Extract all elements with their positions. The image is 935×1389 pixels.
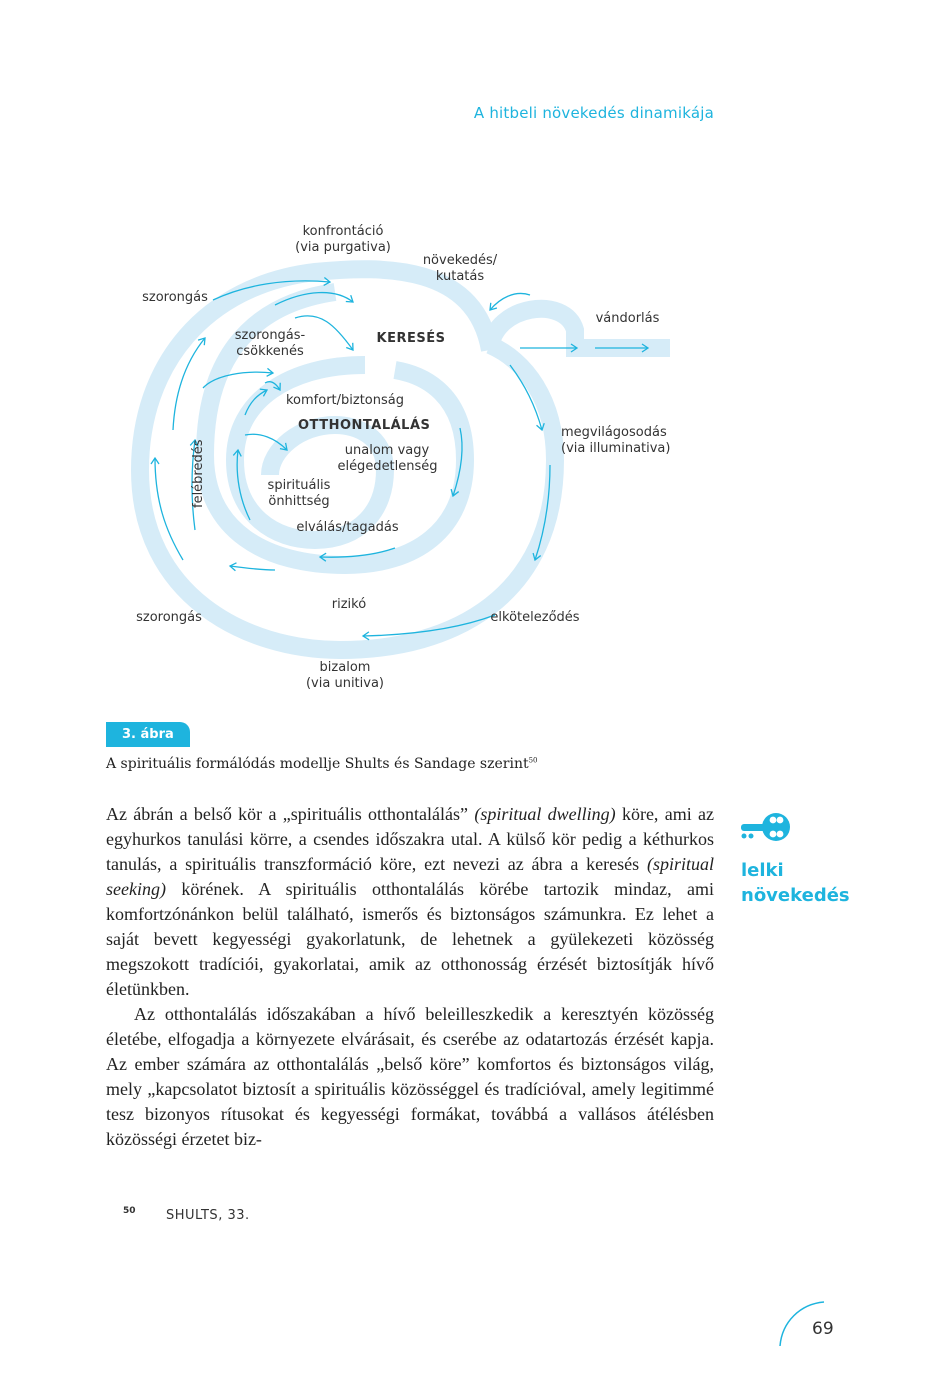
label-elvalas: elválás/tagadás <box>296 520 399 535</box>
sidebar-label <box>741 858 850 908</box>
footnote <box>123 1206 250 1223</box>
figure-number-badge: 3. ábra <box>106 722 190 747</box>
label-komfort: komfort/biztonság <box>285 393 404 408</box>
paragraph-1 <box>106 802 714 1002</box>
label-felebredes: felébredés <box>191 439 206 508</box>
sidebar-label-line1: lelki <box>741 860 784 881</box>
key-icon <box>740 808 792 846</box>
label-szorongas-bottom: szorongás <box>136 610 202 625</box>
running-title: A hitbeli növekedés dinamikája <box>473 104 714 122</box>
footnote-text: SHULTS, 33. <box>166 1208 250 1223</box>
label-szorongas-top: szorongás <box>142 290 208 305</box>
sidebar-label-line2: növekedés <box>741 885 850 906</box>
label-via-illuminativa: (via illuminativa) <box>561 441 671 456</box>
label-unalom-1: unalom vagy <box>344 443 430 458</box>
label-vandorlas: vándorlás <box>595 311 660 326</box>
label-otthontalalas: OTTHONTALÁLÁS <box>298 418 431 433</box>
label-kereses: KERESÉS <box>376 331 446 346</box>
label-kutatas: kutatás <box>435 269 485 284</box>
label-spiritualis: spirituális <box>267 478 331 493</box>
label-onhittseg: önhittség <box>268 494 330 509</box>
label-szorongas-csokkenes-2: csökkenés <box>236 344 304 359</box>
p1-italic-term: (spiritual seeking) <box>106 854 714 899</box>
caption-text: A spirituális formálódás modellje Shults és Sandage szerint <box>106 756 529 772</box>
figure-caption <box>106 756 538 772</box>
label-riziko: rizikó <box>331 597 367 612</box>
paragraph-2: Az otthontalálás időszakában a hívő beleilleszkedik a keresztyén közösség életébe, elfogadja a környezete elvárásait, és cserébe az odatartozás érzését kapja. Az ember számára az otthontalálás „belső köre” komfortos és biztonságos világ, mely „kapcsolatot biztosít a spirituális közösséggel és tradícióval, amely legitimmé tesz bizonyos rítusokat és kegyességi formákat, továbbá a vallásos átélésben közösségi érzetet biz- <box>106 1004 714 1149</box>
label-megvilagosodas: megvilágosodás <box>561 425 667 440</box>
p1-italic-term: (spiritual dwelling) <box>474 804 616 824</box>
page-number: 69 <box>812 1319 834 1339</box>
footnote-number: 50 <box>123 1206 136 1216</box>
label-elkotelezodes: elköteleződés <box>490 610 580 625</box>
label-novekedes: növekedés/ <box>422 253 498 268</box>
body-text <box>106 802 714 1152</box>
label-via-unitiva: (via unitiva) <box>305 676 384 691</box>
spiritual-formation-diagram <box>95 210 715 710</box>
label-szorongas-csokkenes-1: szorongás- <box>234 328 306 343</box>
label-unalom-2: elégedetlenség <box>337 459 438 474</box>
p1-part: köre, ami az egyhurkos tanulási körre, a csendes időszakra utal. A külső kör pedig a kéthurkos tanulás, a spirituális transzformáció köre, ezt nevezi az ábra a keresés <box>106 804 715 874</box>
label-via-purgativa: (via purgativa) <box>295 240 391 255</box>
p1-part: Az ábrán a belső kör a „spirituális otthontalálás” <box>106 804 475 824</box>
caption-footnote-ref: 50 <box>528 756 538 765</box>
label-bizalom: bizalom <box>319 660 371 675</box>
p1-part: körének. A spirituális otthontalálás körébe tartozik mindaz, ami komfortzónánkon belül található, ismerős és biztonságos számunkra. Ez lehet a saját bevett kegyességi gyakorlatunk, de lehetnek a gyülekezeti közösség megszokott tradíciói, gyakorlatai, amik az otthonosság érzését biztosítják hívő életünkben. <box>106 879 714 999</box>
label-konfrontacio: konfrontáció <box>302 224 384 239</box>
